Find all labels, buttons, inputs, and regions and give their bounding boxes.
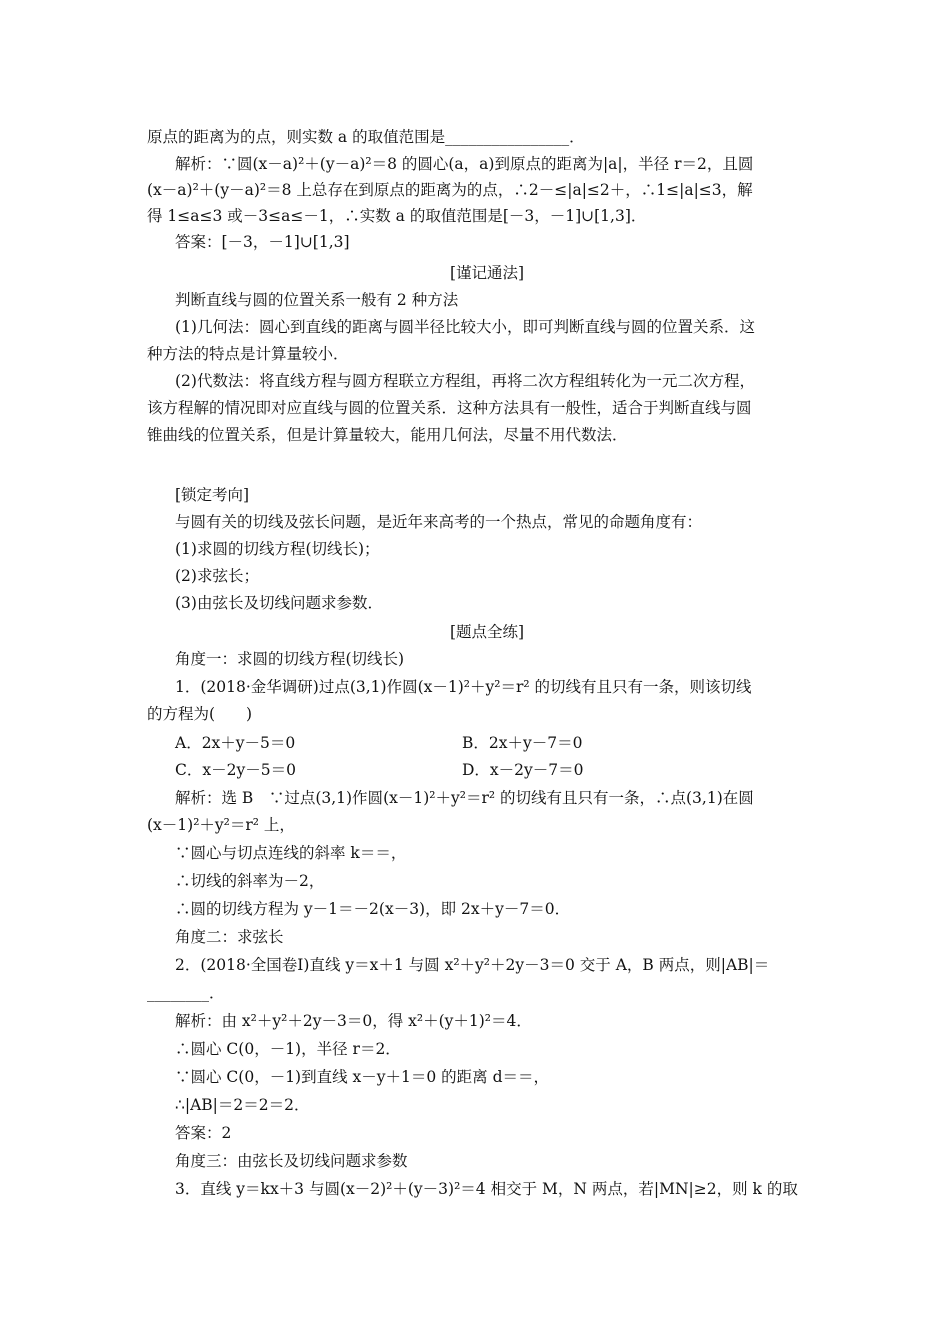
question-line: ________． (147, 984, 225, 1002)
text-line: (1)几何法：圆心到直线的距离与圆半径比较大小，即可判断直线与圆的位置关系．这 (175, 318, 755, 336)
answer-line: 答案：[－3，－1]∪[1,3] (175, 233, 350, 251)
text-line: 解析：由 x²＋y²＋2y－3＝0，得 x²＋(y＋1)²＝4． (175, 1012, 532, 1030)
text-line: 与圆有关的切线及弦长问题，是近年来高考的一个热点，常见的命题角度有： (175, 513, 703, 531)
option-c: C．x－2y－5＝0 (175, 761, 296, 779)
text-line: 种方法的特点是计算量较小． (147, 345, 349, 363)
text-line: 解析：∵圆(x－a)²＋(y－a)²＝8 的圆心(a，a)到原点的距离为|a|，半径 r＝2，且圆 (175, 155, 754, 173)
text-line: (2)代数法：将直线方程与圆方程联立方程组，再将二次方程组转化为一元二次方程， (175, 372, 755, 390)
text-line: 解析：选 B ∵过点(3,1)作圆(x－1)²＋y²＝r² 的切线有且只有一条，∴点(3,1)在圆 (175, 789, 754, 807)
text-line: (x－1)²＋y²＝r² 上， (147, 816, 295, 834)
list-item: (1)求圆的切线方程(切线长)； (175, 540, 380, 558)
section-heading: [锁定考向] (175, 486, 250, 504)
option-d: D．x－2y－7＝0 (462, 761, 584, 779)
list-item: (3)由弦长及切线问题求参数． (175, 594, 383, 612)
text-line: 判断直线与圆的位置关系一般有 2 种方法 (175, 291, 459, 309)
section-heading: [谨记通法] (449, 264, 525, 282)
answer-line: 答案：2 (175, 1124, 232, 1142)
text-line: 该方程解的情况即对应直线与圆的位置关系．这种方法具有一般性，适合于判断直线与圆 (147, 399, 752, 417)
question-line: 2．(2018·全国卷Ⅰ)直线 y＝x＋1 与圆 x²＋y²＋2y－3＝0 交于 A，B 两点，则|AB|＝ (175, 956, 770, 974)
text-line: ∴圆的切线方程为 y－1＝－2(x－3)，即 2x＋y－7＝0． (175, 900, 571, 918)
subsection-heading: 角度三：由弦长及切线问题求参数 (175, 1152, 408, 1170)
text-line: (x－a)²＋(y－a)²＝8 上总存在到原点的距离为的点，∴2－≤|a|≤2＋，∴1≤|a|≤3，解 (147, 181, 753, 199)
subsection-heading: 角度二：求弦长 (175, 928, 284, 946)
text-line: ∵圆心 C(0，－1)到直线 x－y＋1＝0 的距离 d＝＝， (175, 1068, 550, 1086)
section-heading: [题点全练] (449, 623, 525, 641)
option-b: B．2x＋y－7＝0 (462, 734, 583, 752)
text-line: 得 1≤a≤3 或－3≤a≤－1，∴实数 a 的取值范围是[－3，－1]∪[1,3]． (147, 207, 647, 225)
text-line: ∴圆心 C(0，－1)，半径 r＝2． (175, 1040, 401, 1058)
text-line: ∵圆心与切点连线的斜率 k＝＝， (175, 844, 407, 862)
option-a: A．2x＋y－5＝0 (175, 734, 296, 752)
text-line: ∴|AB|＝2＝2＝2． (175, 1096, 310, 1114)
text-line: 原点的距离为的点，则实数 a 的取值范围是________________． (147, 128, 585, 146)
question-line: 1．(2018·金华调研)过点(3,1)作圆(x－1)²＋y²＝r² 的切线有且只有一条，则该切线 (175, 678, 752, 696)
text-line: ∴切线的斜率为－2， (175, 872, 325, 890)
list-item: (2)求弦长； (175, 567, 259, 585)
question-line: 的方程为( ) (147, 705, 253, 723)
question-line: 3．直线 y＝kx＋3 与圆(x－2)²＋(y－3)²＝4 相交于 M，N 两点，若|MN|≥2，则 k 的取 (175, 1180, 798, 1198)
text-line: 锥曲线的位置关系，但是计算量较大，能用几何法，尽量不用代数法． (147, 426, 628, 444)
subsection-heading: 角度一：求圆的切线方程(切线长) (175, 650, 405, 668)
